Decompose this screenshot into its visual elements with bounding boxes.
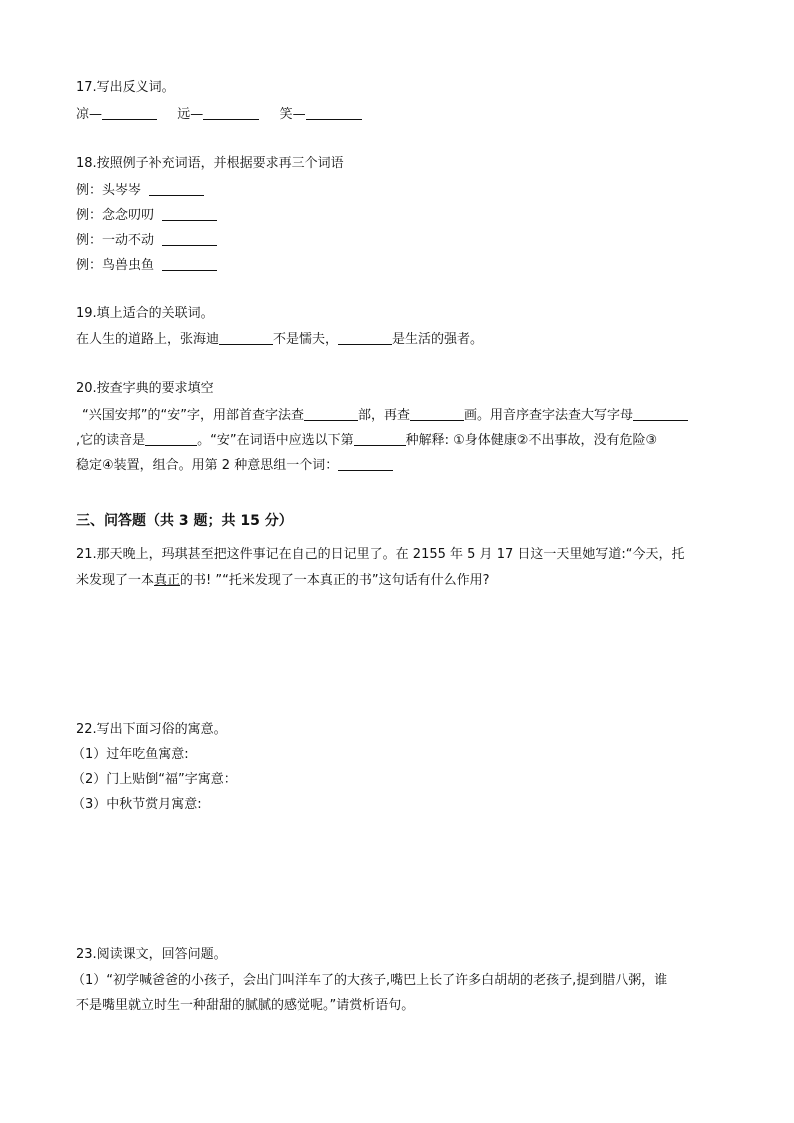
q21-underlined-word: 真正: [154, 573, 181, 588]
q18-example-text: 例：念念叨叨: [76, 208, 155, 223]
q21-line-2: [76, 572, 489, 590]
answer-blank[interactable]: [306, 105, 362, 120]
q17-title: 17.写出反义词。: [76, 80, 175, 95]
q19-text: 在人生的道路上，张海迪: [76, 332, 220, 347]
q20-text: 画。用音序查字法查大写字母: [463, 408, 633, 423]
q18-example-text: 例：一动不动: [76, 233, 155, 248]
answer-blank[interactable]: [145, 431, 197, 446]
answer-blank[interactable]: [633, 406, 688, 421]
q18-example-1: [76, 181, 204, 200]
q20-text: 稳定④装置，组合。用第 2 种意思组一个词：: [76, 458, 339, 473]
q23-line-2: 不是嘴里就立时生一种甜甜的腻腻的感觉呢。”请赏析语句。: [76, 998, 415, 1013]
q22-title: 22.写出下面习俗的寓意。: [76, 722, 227, 737]
q17-items: [76, 105, 362, 124]
answer-blank[interactable]: [338, 330, 392, 345]
answer-blank[interactable]: [203, 105, 259, 120]
q20-text: 部，再查: [357, 408, 410, 423]
answer-blank[interactable]: [354, 431, 406, 446]
q22-item-2: （2）门上贴倒“福”字寓意：: [72, 772, 237, 787]
q20-text: 。“安”在词语中应选以下第: [197, 433, 354, 448]
q18-example-text: 例：鸟兽虫鱼: [76, 258, 155, 273]
q19-text: 不是懦夫，: [273, 332, 339, 347]
q21-text: 米发现了一本: [76, 573, 155, 588]
answer-blank[interactable]: [304, 406, 358, 421]
answer-blank[interactable]: [162, 231, 217, 246]
q21-text: 的书! ”“托米发现了一本真正的书”这句话有什么作用?: [180, 573, 490, 588]
q19-title: 19.填上适合的关联词。: [76, 306, 214, 321]
q18-example-2: [76, 206, 217, 225]
q18-title: 18.按照例子补充词语，并根据要求再三个词语: [76, 156, 344, 171]
q19-sentence: [76, 330, 483, 349]
q20-title: 20.按查字典的要求填空: [76, 381, 214, 396]
q18-example-3: [76, 231, 217, 250]
answer-blank[interactable]: [338, 456, 393, 471]
answer-blank[interactable]: [219, 330, 273, 345]
q20-line-2: [76, 431, 657, 450]
q20-text: “兴国安邦”的“安”字，用部首查字法查: [82, 408, 304, 423]
answer-blank[interactable]: [162, 256, 217, 271]
answer-blank[interactable]: [149, 181, 204, 196]
answer-blank[interactable]: [102, 105, 157, 120]
q18-example-4: [76, 256, 217, 275]
q20-text: ,它的读音是: [76, 433, 146, 448]
q20-line-1: [82, 406, 688, 425]
q17-item-3: 笑—: [279, 107, 306, 122]
answer-blank[interactable]: [410, 406, 464, 421]
q17-item-2: 远—: [177, 107, 204, 122]
q23-title: 23.阅读课文，回答问题。: [76, 947, 227, 962]
q23-line-1: （1）“初学喊爸爸的小孩子，会出门叫洋车了的大孩子,嘴巴上长了许多白胡胡的老孩子,提到腊八粥，谁: [72, 973, 668, 988]
section-heading: 三、问答题（共 3 题；共 15 分）: [76, 513, 293, 529]
q20-line-3: [76, 456, 393, 475]
q20-text: 种解释: ①身体健康②不出事故，没有危险③: [405, 433, 658, 448]
q18-example-text: 例：头岑岑: [76, 183, 142, 198]
q22-item-1: （1）过年吃鱼寓意:: [72, 747, 189, 762]
q17-item-1: 凉—: [76, 107, 103, 122]
answer-blank[interactable]: [162, 206, 217, 221]
q19-text: 是生活的强者。: [392, 332, 484, 347]
q21-line-1: 21.那天晚上，玛琪甚至把这件事记在自己的日记里了。在 2155 年 5 月 17 日这一天里她写道:“今天，托: [76, 547, 685, 562]
q22-item-3: （3）中秋节赏月寓意:: [72, 797, 202, 812]
